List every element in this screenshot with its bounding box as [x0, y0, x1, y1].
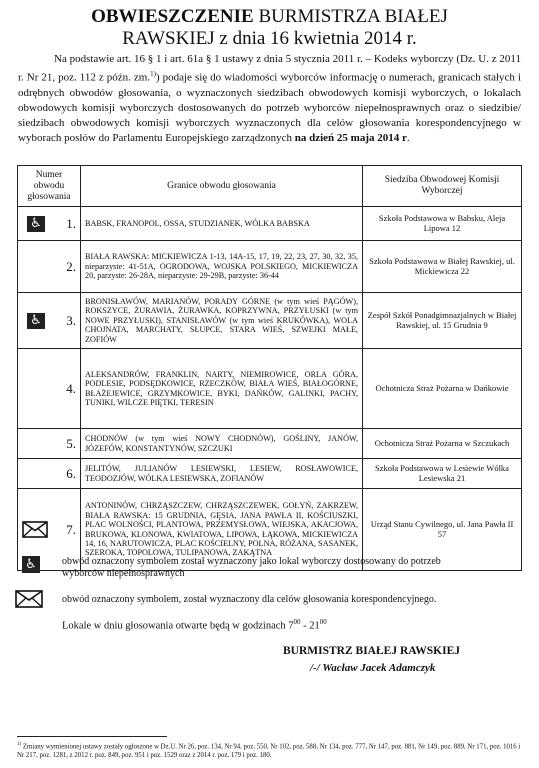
district-number: 6. — [66, 465, 76, 481]
intro-text-b: ) podaje się do wiadomości wyborców informację o numerach, granicach stałych i odrębnych obwodów głosowania, o wyznaczonych siedzibach obwodowych komisji wyborczych, o lokalach obwodowych komisji wyborczych dostosowanych do potrzeb wyborców niepełnosprawnych oraz o siedzibie/ siedzibach obwodowych komisji wyborczych wyznaczonych dla celów głosowania korespondencyjnego w wyborach posłów do Parlamentu Europejskiego zarządzonych — [18, 71, 521, 144]
district-number: 4. — [66, 380, 76, 396]
title-bold: OBWIESZCZENIE — [91, 6, 254, 27]
table-row — [18, 349, 522, 429]
table-row — [18, 207, 522, 241]
header-number: Numer obwodu głosowania — [18, 166, 81, 207]
district-bounds: ANTONINÓW, CHRZĄSZCZEW, CHRZĄSZCZEWEK, GOŁYŃ, ZAKRZEW, BIAŁA RAWSKA: 15 GRUDNIA, GĘSIA, JANA PAWŁA II, KOŚCIUSZKI, PLAC WOLNOŚCI, PLANTOWA, PRZEMYSŁOWA, WIEJSKA, AKACJOWA, BRUKOWA, KLONOWA, KWIATOWA, LIPOWA, ŁĄKOWA, MICKIEWICZA 14, 16, NARUTOWICZA, PLAC KOŚCIELNY, POLNA, RÓŻANA, SASANEK, SZEROKA, TOPOLOWA, TULIPANOWA, ZAKĄTNA — [81, 489, 363, 571]
footnote — [17, 740, 522, 760]
commission-seat: Urząd Stanu Cywilnego, ul. Jana Pawła II 57 — [363, 489, 522, 571]
district-number-cell — [18, 241, 81, 293]
header-seat: Siedziba Obwodowej Komisji Wyborczej — [363, 166, 522, 207]
districts-table — [17, 165, 522, 571]
district-number-cell — [18, 293, 81, 349]
election-date: na dzień 25 maja 2014 r — [294, 131, 407, 144]
intro-text-a: Na podstawie art. 16 § 1 i art. 61a § 1 ustawy z dnia 5 stycznia 2011 r. – Kodeks wyborczy (Dz. U. z 2011 r. Nr 21, poz. 112 z późn. zm. — [18, 53, 521, 84]
table-row — [18, 241, 522, 293]
envelope-icon — [15, 590, 43, 608]
table-row — [18, 429, 522, 459]
district-number-cell — [18, 459, 81, 489]
district-number-cell — [18, 349, 81, 429]
district-bounds: JELITÓW, JULIANÓW LESIEWSKI, LESIEW, ROSŁAWOWICE, TEODOZJÓW, WÓLKA LESIEWSKA, ZOFIANÓW — [81, 459, 363, 489]
commission-seat: Szkoła Podstawowa w Białej Rawskiej, ul. Mickiewicza 22 — [363, 241, 522, 293]
commission-seat: Zespół Szkół Ponadgimnazjalnych w Białej Rawskiej, ul. 15 Grudnia 9 — [363, 293, 522, 349]
district-bounds: CHODNÓW (w tym wieś NOWY CHODNÓW), GOŚLINY, JANÓW, JÓZEFÓW, KONSTANTYNÓW, SZCZUKI — [81, 429, 363, 459]
district-number-cell — [18, 207, 81, 241]
title-line-2: RAWSKIEJ z dnia 16 kwietnia 2014 r. — [122, 28, 417, 49]
envelope-icon — [22, 521, 48, 538]
table-header-row — [18, 166, 522, 207]
hours-dash: - 21 — [300, 620, 320, 632]
district-number: 5. — [66, 435, 76, 451]
legend-envelope-text: obwód oznaczony symbolem, został wyznaczony dla celów głosowania korespondencyjnego. — [62, 594, 437, 605]
district-number: 2. — [66, 258, 76, 274]
intro-footnote-mark: 1) — [150, 70, 156, 78]
opening-hours — [62, 618, 327, 632]
wheelchair-icon: ♿ — [27, 313, 45, 329]
table-body — [18, 207, 522, 571]
legend-wheelchair — [25, 556, 482, 580]
table-row — [18, 459, 522, 489]
wheelchair-icon: ♿ — [27, 216, 45, 232]
footnote-divider — [17, 736, 167, 737]
footnote-text: Zmiany wymienionej ustawy zostały ogłoszone w Dz.U. Nr 26, poz. 134, Nr 94, poz. 550, Nr 102, poz. 588, Nr 134, poz. 777, Nr 147, poz. 881, Nr 149, poz. 889, Nr 171, poz. 1016 i Nr 217, poz. 1281, z 2012 r. poz. 849, poz. 951 i poz. 1529 oraz z 2014 r. poz. 179 i poz. 180. — [17, 743, 521, 760]
title-line-1 — [0, 6, 539, 28]
hours-start-sup: 00 — [293, 618, 301, 626]
intro-text-end: . — [406, 131, 410, 144]
table-row — [18, 293, 522, 349]
title-rest: BURMISTRZA BIAŁEJ — [258, 6, 448, 27]
legend-envelope — [62, 594, 502, 606]
hours-end-sup: 00 — [319, 618, 327, 626]
district-number: 1. — [66, 215, 76, 231]
district-bounds: BRONISŁAWÓW, MARIANÓW, PORADY GÓRNE (w tym wieś PĄGÓW), ROKSZYCE, ŻURAWIA, ŻURAWKA, KOPRZYWNA, PRZYŁUSKI (w tym NOWE PRZYŁUSKI), STANISŁAWÓW (w tym wieś KRUKÓWKA), WOLA CHOJNATA, MARCHATY, SŁUPCE, STARA WIEŚ, SZWEJKI MAŁE, ZOFIÓW — [81, 293, 363, 349]
footnote-mark: 1) — [17, 742, 22, 747]
hours-text: Lokale w dniu głosowania otwarte będą w godzinach 7 — [62, 620, 294, 632]
wheelchair-icon: ♿ — [22, 556, 40, 573]
commission-seat: Ochotnicza Straż Pożarna w Dańkowie — [363, 349, 522, 429]
commission-seat: Ochotnicza Straż Pożarna w Szczukach — [363, 429, 522, 459]
signature-name: /-/ Wacław Jacek Adamczyk — [310, 662, 436, 674]
signature-title: BURMISTRZ BIAŁEJ RAWSKIEJ — [283, 645, 461, 657]
district-bounds: BABSK, FRANOPOL, OSSA, STUDZIANEK, WÓLKA BABSKA — [81, 207, 363, 241]
header-bounds: Granice obwodu głosowania — [81, 166, 363, 207]
district-number: 7. — [66, 521, 76, 537]
commission-seat: Szkoła Podstawowa w Babsku, Aleja Lipowa 12 — [363, 207, 522, 241]
intro-paragraph — [18, 52, 521, 146]
district-number: 3. — [66, 312, 76, 328]
district-number-cell — [18, 429, 81, 459]
district-bounds: ALEKSANDRÓW, FRANKLIN, NARTY, NIEMIROWICE, ORLA GÓRA, PODLESIE, PODSĘDKOWICE, RZECZKÓW, BIAŁA WIEŚ, BIAŁOGÓRNE, BŁAŻEJEWICE, GRZYMKOWICE, BYKI, DAŃKÓW, GALINKI, PACHY, TUNIKI, WILCZE PIĘTKI, TERESIN — [81, 349, 363, 429]
district-bounds: BIAŁA RAWSKA: MICKIEWICZA 1-13, 14A-15, 17, 19, 22, 23, 27, 30, 32, 35, nieparzyste: 41-51A, OGRODOWA, WOJSKA POLSKIEGO, MICKIEWICZA 20, parzyste: 26-28A, nieparzyste: 29-29B, parzyste: 36-44 — [81, 241, 363, 293]
commission-seat: Szkoła Podstawowa w Lesiewie Wólka Lesiewska 21 — [363, 459, 522, 489]
legend-wheelchair-text: obwód oznaczony symbolem został wyznaczony jako lokal wyborczy dostosowany do potrzeb wyborców niepełnosprawnych — [62, 556, 441, 579]
